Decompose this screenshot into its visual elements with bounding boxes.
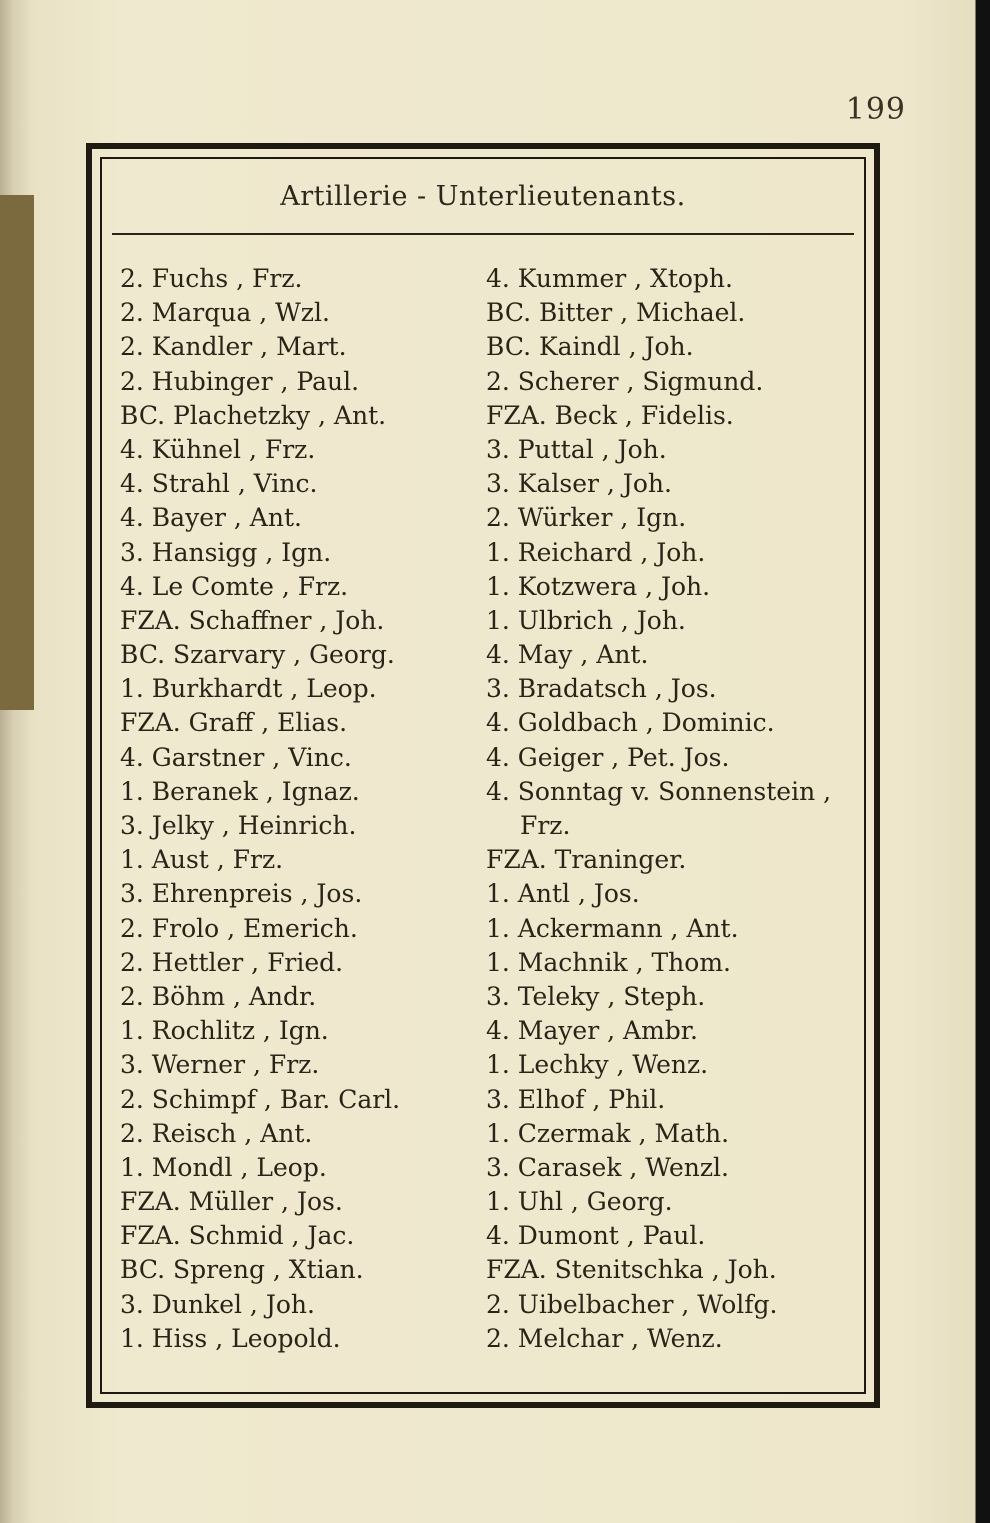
- list-item: 2. Hettler , Fried.: [120, 947, 344, 977]
- list-item: 4. Mayer , Ambr.: [486, 1016, 698, 1046]
- page-number: 199: [845, 92, 906, 127]
- list-item: 3. Elhof , Phil.: [486, 1084, 666, 1114]
- list-item: 1. Uhl , Georg.: [486, 1187, 673, 1217]
- list-item: 4. Kühnel , Frz.: [120, 434, 316, 464]
- table-frame-inner: [100, 157, 866, 1394]
- list-item: 4. Geiger , Pet. Jos.: [486, 742, 730, 772]
- list-item: 3. Werner , Frz.: [120, 1050, 320, 1080]
- list-item: 2. Marqua , Wzl.: [120, 298, 330, 328]
- list-item: 4. Garstner , Vinc.: [120, 742, 352, 772]
- list-item: 2. Böhm , Andr.: [120, 981, 317, 1011]
- list-item: 1. Kotzwera , Joh.: [486, 571, 711, 601]
- list-item: 4. Bayer , Ant.: [120, 503, 302, 533]
- list-item: 1. Beranek , Ignaz.: [120, 776, 360, 806]
- list-item: 1. Czermak , Math.: [486, 1118, 730, 1148]
- list-item: 4. Goldbach , Dominic.: [486, 708, 775, 738]
- list-item: 4. Le Comte , Frz.: [120, 571, 349, 601]
- list-item: 1. Ackermann , Ant.: [486, 913, 739, 943]
- list-item: 4. May , Ant.: [486, 640, 649, 670]
- list-item: 2. Kandler , Mart.: [120, 332, 347, 362]
- list-item: FZA. Schmid , Jac.: [120, 1221, 355, 1251]
- list-item-continuation: [486, 809, 866, 843]
- list-item: 1. Ulbrich , Joh.: [486, 605, 686, 635]
- list-item: 2. Melchar , Wenz.: [486, 1323, 723, 1353]
- list-item: 3. Teleky , Steph.: [486, 981, 706, 1011]
- list-item: 2. Schimpf , Bar. Carl.: [120, 1084, 401, 1114]
- list-item: FZA. Stenitschka , Joh.: [486, 1255, 777, 1285]
- list-item: 3. Dunkel , Joh.: [120, 1289, 315, 1319]
- list-item: FZA. Beck , Fidelis.: [486, 400, 734, 430]
- binding-edge: [0, 195, 34, 710]
- list-item: 2. Fuchs , Frz.: [120, 264, 303, 293]
- list-item: FZA. Schaffner , Joh.: [120, 605, 385, 635]
- list-item: 3. Puttal , Joh.: [486, 434, 667, 464]
- list-item: BC. Plachetzky , Ant.: [120, 400, 387, 430]
- list-item: FZA. Graff , Elias.: [120, 708, 348, 738]
- list-item: 1. Lechky , Wenz.: [486, 1050, 709, 1080]
- title-divider: [112, 233, 854, 235]
- list-item: 1. Burkhardt , Leop.: [120, 674, 377, 704]
- table-frame: [86, 143, 880, 1408]
- list-item: BC. Kaindl , Joh.: [486, 332, 694, 362]
- list-item: FZA. Traninger.: [486, 845, 687, 875]
- list-item: 2. Reisch , Ant.: [120, 1118, 313, 1148]
- list-item: 1. Aust , Frz.: [120, 845, 284, 875]
- list-item: 2. Scherer , Sigmund.: [486, 366, 764, 396]
- list-item: 1. Machnik , Thom.: [486, 947, 731, 977]
- left-name-column: [120, 262, 480, 1356]
- list-item: 3. Carasek , Wenzl.: [486, 1152, 729, 1182]
- list-item: 1. Rochlitz , Ign.: [120, 1016, 329, 1046]
- list-item: 2. Frolo , Emerich.: [120, 913, 358, 943]
- list-item: 3. Jelky , Heinrich.: [120, 811, 357, 840]
- page-title: Artillerie - Unterlieutenants.: [280, 181, 686, 212]
- list-item: 4. Kummer , Xtoph.: [486, 264, 733, 293]
- list-item: BC. Bitter , Michael.: [486, 298, 746, 328]
- list-item: 2. Würker , Ign.: [486, 503, 687, 533]
- list-item: 2. Uibelbacher , Wolfg.: [486, 1289, 778, 1319]
- list-item: 1. Antl , Jos.: [486, 879, 640, 909]
- right-name-column: [486, 262, 866, 1390]
- list-item: FZA. Müller , Jos.: [120, 1187, 343, 1217]
- list-item: 1. Mondl , Leop.: [120, 1152, 327, 1182]
- list-item: 2. Hubinger , Paul.: [120, 366, 360, 396]
- list-item: 3. Hansigg , Ign.: [120, 537, 332, 567]
- list-item: 3. Kalser , Joh.: [486, 469, 672, 499]
- list-item: BC. Spreng , Xtian.: [120, 1255, 364, 1285]
- list-item: BC. Szarvary , Georg.: [120, 640, 395, 670]
- list-item: 1. Reichard , Joh.: [486, 537, 706, 567]
- list-item: 4. Strahl , Vinc.: [120, 469, 318, 499]
- list-item: 4. Dumont , Paul.: [486, 1221, 706, 1251]
- list-item: 3. Bradatsch , Jos.: [486, 674, 717, 704]
- list-item: 4. Sonntag v. Sonnenstein ,: [486, 776, 832, 806]
- list-item: [486, 1356, 866, 1390]
- list-item: 3. Ehrenpreis , Jos.: [120, 879, 363, 909]
- continuation-text: Frz.: [520, 811, 571, 840]
- list-item: 1. Hiss , Leopold.: [120, 1323, 341, 1353]
